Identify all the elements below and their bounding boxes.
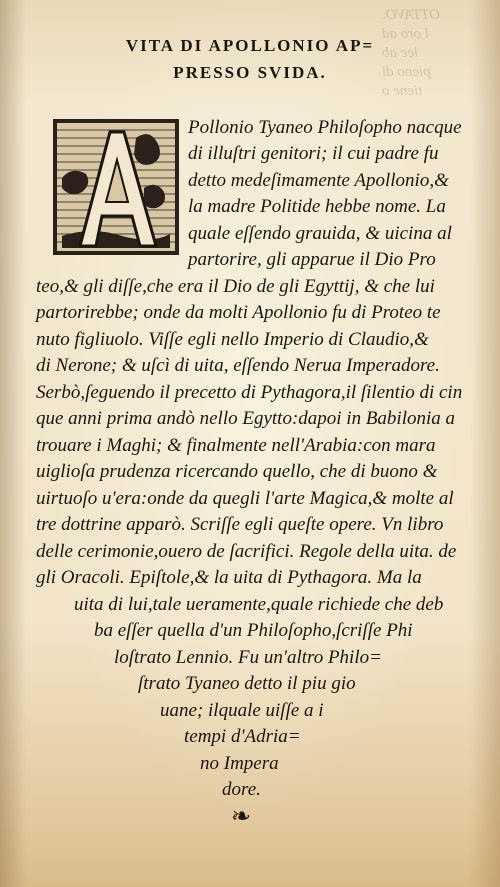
show-through-text: OTTAVO. l oro ad lee ab pieno di tiene o [382, 7, 441, 99]
text-line: ſtrato Tyaneo detto il piu gio [138, 673, 356, 694]
text-line: partorirebbe; onde da molti Apollonio fu di Proteo te [36, 302, 441, 323]
text-line: dore. [222, 779, 261, 800]
text-line: Serbò,ſeguendo il precetto di Pythagora,il ſilentio di cin [36, 382, 463, 403]
text-line: uiglioſa prudenza ricercando quello, che di buono & [36, 461, 438, 482]
text-line: uane; ilquale uiſſe a i [160, 700, 324, 721]
text-line: uita di lui,tale ueramente,quale richiede che deb [74, 594, 444, 615]
text-line: nuto figliuolo. Viſſe egli nello Imperio di Claudio,& [36, 329, 429, 350]
text-line: trouare i Maghi; & finalmente nell'Arabia:con mara [36, 435, 436, 456]
text-line: que anni prima andò nello Egytto:dapoi in Babilonia a [36, 408, 456, 429]
text-line: Pollonio Tyaneo Philoſopho nacque [188, 117, 462, 138]
text-line: teo,& gli diſſe,che era il Dio de gli Egyttij, & che lui [36, 276, 435, 297]
text-line: loſtrato Lennio. Fu un'altro Philo= [114, 647, 382, 668]
fleuron-ornament: ❧ [230, 804, 252, 830]
text-line: quale eſſendo grauida, & uicina al [188, 223, 452, 244]
text-line: tre dottrine apparò. Scriſſe egli queſte opere. Vn libro [36, 514, 444, 535]
page-shadow-right [470, 0, 500, 887]
page-title-line-1: VITA DI APOLLONIO AP= [125, 36, 375, 55]
text-line: detto medeſimamente Apollonio,& [188, 170, 449, 191]
page-shadow-left [0, 0, 26, 887]
text-line: partorire, gli apparue il Dio Pro [188, 249, 436, 270]
text-line: uirtuoſo u'era:onde da quegli l'arte Magica,& molte al [36, 488, 454, 509]
text-line: la madre Politide hebbe nome. La [188, 196, 446, 217]
woodcut-initial-a [52, 118, 180, 256]
text-line: di illuſtri genitori; il cui padre fu [188, 143, 439, 164]
text-line: ba eſſer quella d'un Philoſopho,ſcriſſe Phi [94, 620, 413, 641]
text-line: no Impera [200, 753, 279, 774]
text-line: delle cerimonie,ouero de ſacrifici. Regole della uita. de [36, 541, 457, 562]
page-title-line-2: PRESSO SVIDA. [173, 63, 327, 82]
text-line: gli Oracoli. Epiſtole,& la uita di Pythagora. Ma la [36, 567, 422, 588]
text-line: tempi d'Adria= [184, 726, 301, 747]
text-line: di Nerone; & uſcì di uita, eſſendo Nerua Imperadore. [36, 355, 440, 376]
